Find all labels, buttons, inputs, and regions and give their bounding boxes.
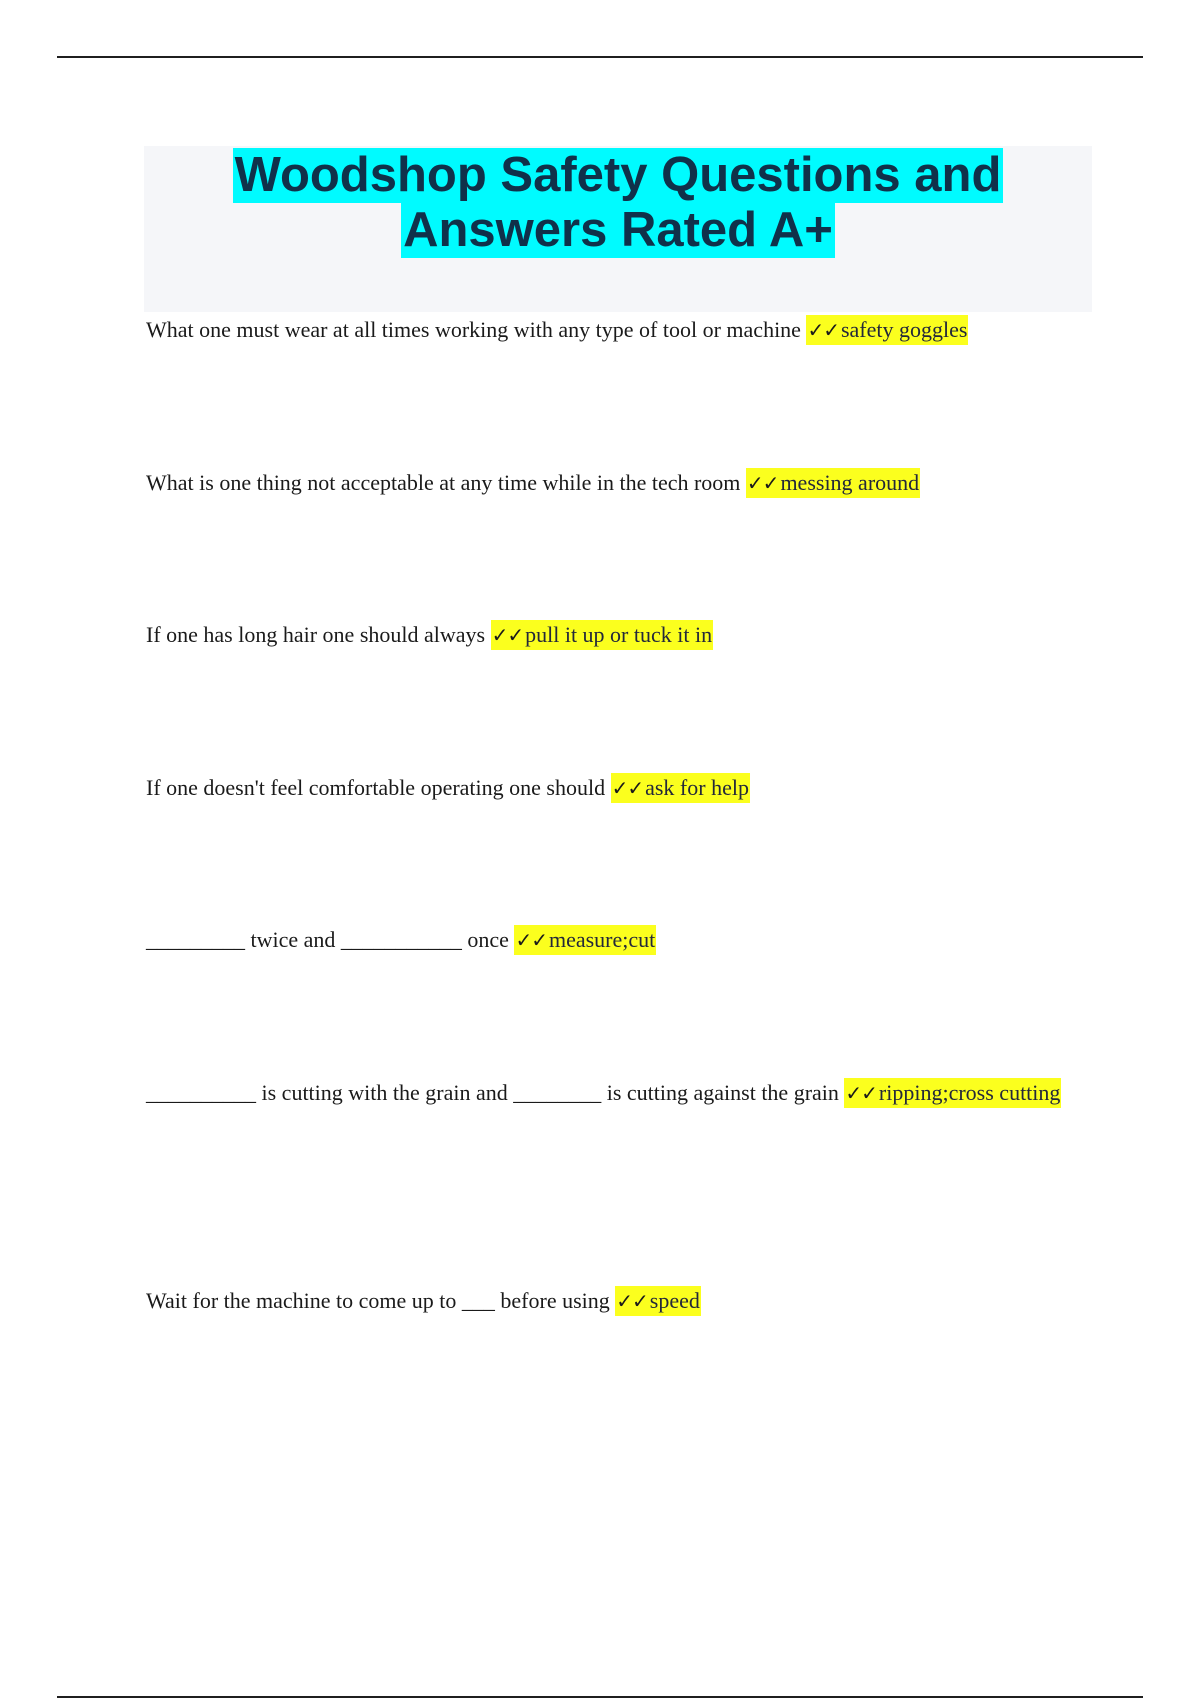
double-check-icon: ✓✓ bbox=[515, 928, 547, 952]
question-text: What is one thing not acceptable at any time while in the tech room bbox=[146, 470, 741, 495]
answer-highlight bbox=[746, 468, 920, 498]
question-text: If one doesn't feel comfortable operating one should bbox=[146, 775, 606, 800]
double-check-icon: ✓✓ bbox=[491, 623, 524, 647]
qa-item bbox=[146, 300, 1106, 360]
question-text: __________ is cutting with the grain and ________ is cutting against the grain bbox=[146, 1080, 839, 1105]
double-check-icon: ✓✓ bbox=[616, 1289, 648, 1313]
answer-text: pull it up or tuck it in bbox=[525, 622, 713, 647]
question-text: _________ twice and ___________ once bbox=[146, 927, 509, 952]
double-check-icon: ✓✓ bbox=[746, 471, 779, 495]
answer-text: speed bbox=[649, 1288, 700, 1313]
answer-text: messing around bbox=[780, 470, 920, 495]
qa-item bbox=[146, 605, 1106, 665]
answer-highlight bbox=[806, 315, 968, 345]
double-check-icon: ✓✓ bbox=[807, 318, 839, 342]
bottom-rule bbox=[57, 1696, 1143, 1698]
document-title bbox=[144, 146, 1092, 258]
answer-text: measure;cut bbox=[548, 927, 656, 952]
title-block bbox=[144, 146, 1092, 312]
qa-item bbox=[146, 758, 1106, 818]
question-text: Wait for the machine to come up to ___ before using bbox=[146, 1288, 610, 1313]
qa-item bbox=[146, 910, 1106, 970]
question-text: What one must wear at all times working with any type of tool or machine bbox=[146, 317, 801, 342]
qa-item bbox=[146, 1271, 1106, 1331]
double-check-icon: ✓✓ bbox=[611, 776, 644, 800]
question-text: If one has long hair one should always bbox=[146, 622, 486, 647]
answer-highlight bbox=[844, 1078, 1061, 1108]
answer-highlight bbox=[615, 1286, 701, 1316]
qa-item bbox=[146, 453, 1106, 513]
answer-highlight bbox=[491, 620, 714, 650]
answer-highlight bbox=[611, 773, 750, 803]
qa-item bbox=[146, 1063, 1086, 1123]
title-line-2: Answers Rated A+ bbox=[403, 203, 833, 257]
answer-text: safety goggles bbox=[840, 317, 968, 342]
answer-text: ask for help bbox=[645, 775, 749, 800]
answer-highlight bbox=[514, 925, 656, 955]
double-check-icon: ✓✓ bbox=[845, 1081, 877, 1105]
answer-text: ripping;cross cutting bbox=[878, 1080, 1061, 1105]
top-rule bbox=[57, 56, 1143, 58]
title-line-1: Woodshop Safety Questions and bbox=[234, 148, 1002, 202]
